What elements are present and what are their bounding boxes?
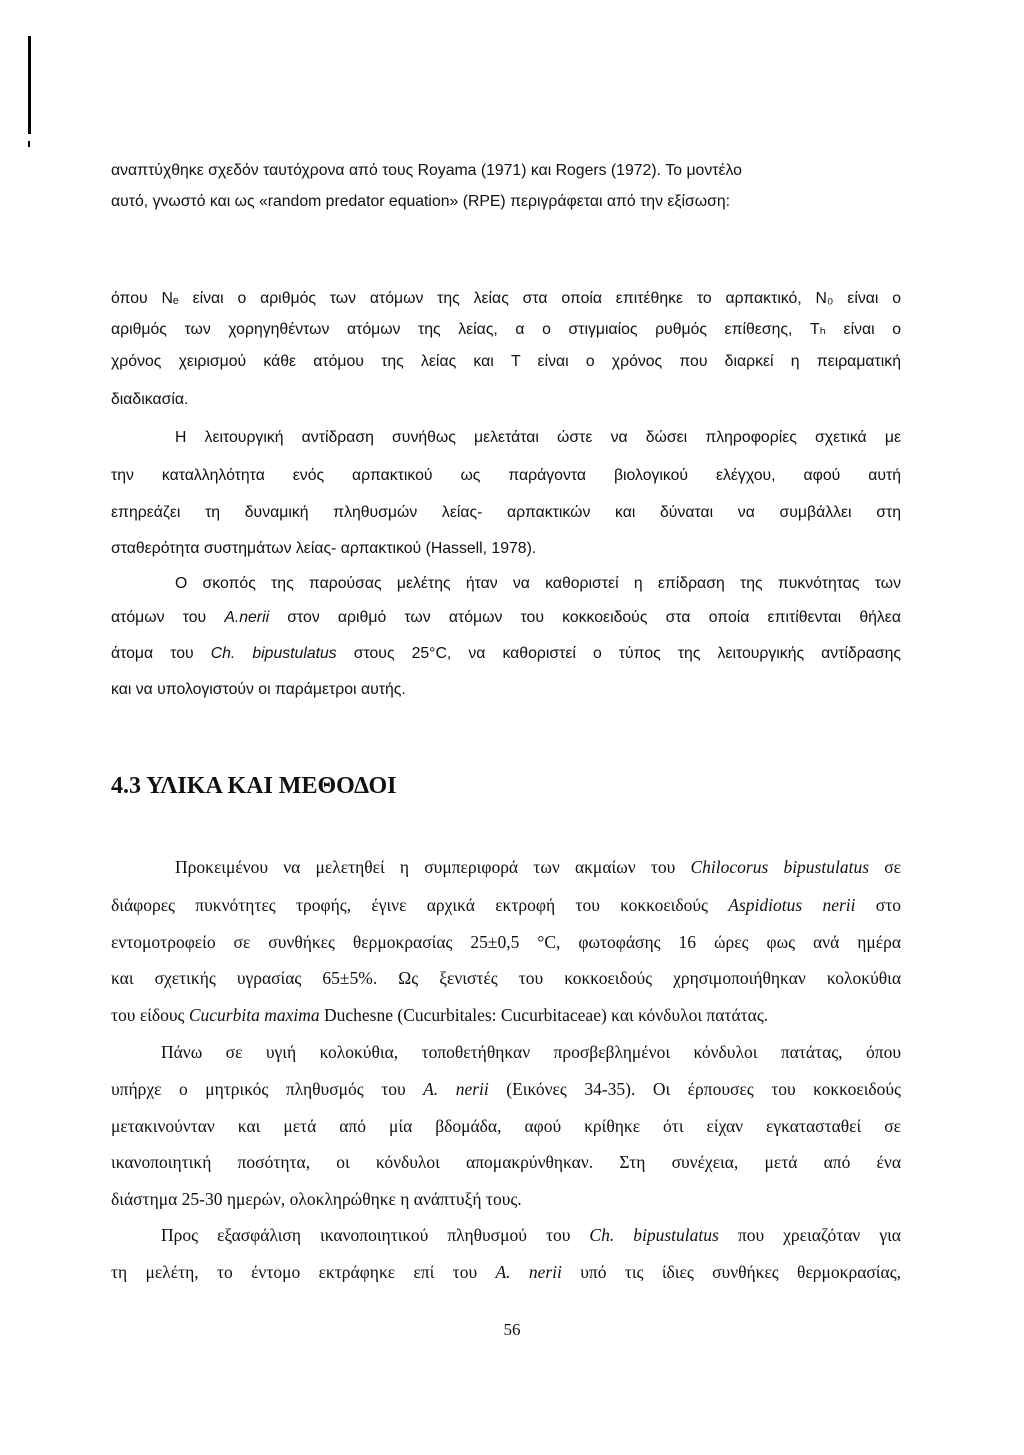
species-name: Aspidiotus nerii (728, 895, 856, 915)
text-line (111, 1262, 901, 1282)
text-span: στον αριθμό των ατόμων του κοκκοειδούς στα οποία επιτίθενται θήλεα (269, 609, 901, 626)
text-line: αυτό, γνωστό και ως «random predator equation» (RPE) περιγράφεται από την εξίσωση: (111, 193, 731, 210)
text-span: Προκειμένου να μελετηθεί η συμπεριφορά των ακμαίων του (175, 857, 691, 877)
text-span: υπό τις ίδιες συνθήκες θερμοκρασίας, (561, 1262, 901, 1282)
species-name: Ch. bipustulatus (589, 1225, 719, 1245)
text-span: άτομα του (111, 645, 211, 662)
text-line: όπου Nₑ είναι ο αριθμός των ατόμων της λείας στα οποία επιτέθηκε το αρπακτικό, N₀ είναι ο (111, 290, 901, 307)
text-span: στους 25°C, να καθοριστεί ο τύπος της λειτουργικής αντίδρασης (336, 645, 901, 662)
species-name: A. nerii (495, 1262, 562, 1282)
text-span: στο (855, 895, 901, 915)
species-name: A. nerii (423, 1079, 489, 1099)
species-name: Chilocorus bipustulatus (690, 857, 870, 877)
page-number: 56 (503, 1320, 521, 1339)
species-name: Cucurbita maxima (188, 1005, 320, 1025)
text-line (111, 895, 901, 915)
text-line (111, 1005, 901, 1025)
margin-mark (28, 141, 30, 147)
text-line: και να υπολογιστούν οι παράμετροι αυτής. (111, 681, 406, 698)
text-line: αναπτύχθηκε σχεδόν ταυτόχρονα από τους Royama (1971) και Rogers (1972). Το μοντέλο (111, 162, 742, 179)
species-name: Ch. bipustulatus (210, 645, 337, 662)
text-span: Duchesne (Cucurbitales: Cucurbitaceae) και κόνδυλοι πατάτας. (319, 1005, 769, 1025)
text-line (111, 1079, 901, 1099)
text-line: διαδικασία. (111, 391, 189, 408)
text-line: επηρεάζει τη δυναμική πληθυσμών λείας- αρπακτικών και δύναται να συμβάλλει στη (111, 504, 901, 521)
text-line: ικανοποιητική ποσότητα, οι κόνδυλοι απομακρύνθηκαν. Στη συνέχεια, μετά από ένα (111, 1152, 901, 1172)
text-line (175, 857, 901, 877)
species-name: A.nerii (224, 609, 270, 626)
text-span: τη μελέτη, το έντομο εκτράφηκε επί του (111, 1262, 496, 1282)
text-line: σταθερότητα συστημάτων λείας- αρπακτικού (Hassell, 1978). (111, 540, 537, 557)
text-line (111, 608, 901, 628)
text-line: διάστημα 25-30 ημερών, ολοκληρώθηκε η ανάπτυξή τους. (111, 1189, 522, 1209)
text-line: αριθμός των χορηγηθέντων ατόμων της λείας, α ο στιγμιαίος ρυθμός επίθεσης, Tₕ είναι ο (111, 321, 901, 338)
text-line: χρόνος χειρισμού κάθε ατόμου της λείας και T είναι ο χρόνος που διαρκεί η πειραματική (111, 353, 901, 370)
text-line: Πάνω σε υγιή κολοκύθια, τοποθετήθηκαν προσβεβλημένοι κόνδυλοι πατάτας, όπου (161, 1042, 901, 1062)
text-span: που χρειαζόταν για (718, 1225, 901, 1245)
text-line: εντομοτροφείο σε συνθήκες θερμοκρασίας 25±0,5 °C, φωτοφάσης 16 ώρες φως ανά ημέρα (111, 932, 901, 952)
text-span: (Εικόνες 34-35). Οι έρπουσες του κοκκοειδούς (488, 1079, 901, 1099)
text-line (161, 1225, 901, 1245)
text-line: Ο σκοπός της παρούσας μελέτης ήταν να καθοριστεί η επίδραση της πυκνότητας των (175, 575, 901, 592)
margin-rule (28, 36, 31, 134)
text-line: την καταλληλότητα ενός αρπακτικού ως παράγοντα βιολογικού ελέγχου, αφού αυτή (111, 467, 901, 484)
text-span: Προς εξασφάλιση ικανοποιητικού πληθυσμού του (161, 1225, 590, 1245)
text-line: Η λειτουργική αντίδραση συνήθως μελετάται ώστε να δώσει πληροφορίες σχετικά με (175, 429, 901, 446)
text-line: μετακινούνταν και μετά από μία βδομάδα, αφού κρίθηκε ότι είχαν εγκατασταθεί σε (111, 1116, 901, 1136)
section-heading: 4.3 ΥΛΙΚΑ ΚΑΙ ΜΕΘΟΔΟΙ (111, 773, 397, 799)
text-span: του είδους (111, 1005, 189, 1025)
text-span: υπήρχε ο μητρικός πληθυσμός του (111, 1079, 424, 1099)
text-span: σε (869, 857, 901, 877)
text-span: διάφορες πυκνότητες τροφής, έγινε αρχικά εκτροφή του κοκκοειδούς (111, 895, 729, 915)
text-line: και σχετικής υγρασίας 65±5%. Ως ξενιστές του κοκκοειδούς χρησιμοποιήθηκαν κολοκύθια (111, 968, 901, 988)
text-span: ατόμων του (111, 609, 225, 626)
text-line (111, 644, 901, 664)
